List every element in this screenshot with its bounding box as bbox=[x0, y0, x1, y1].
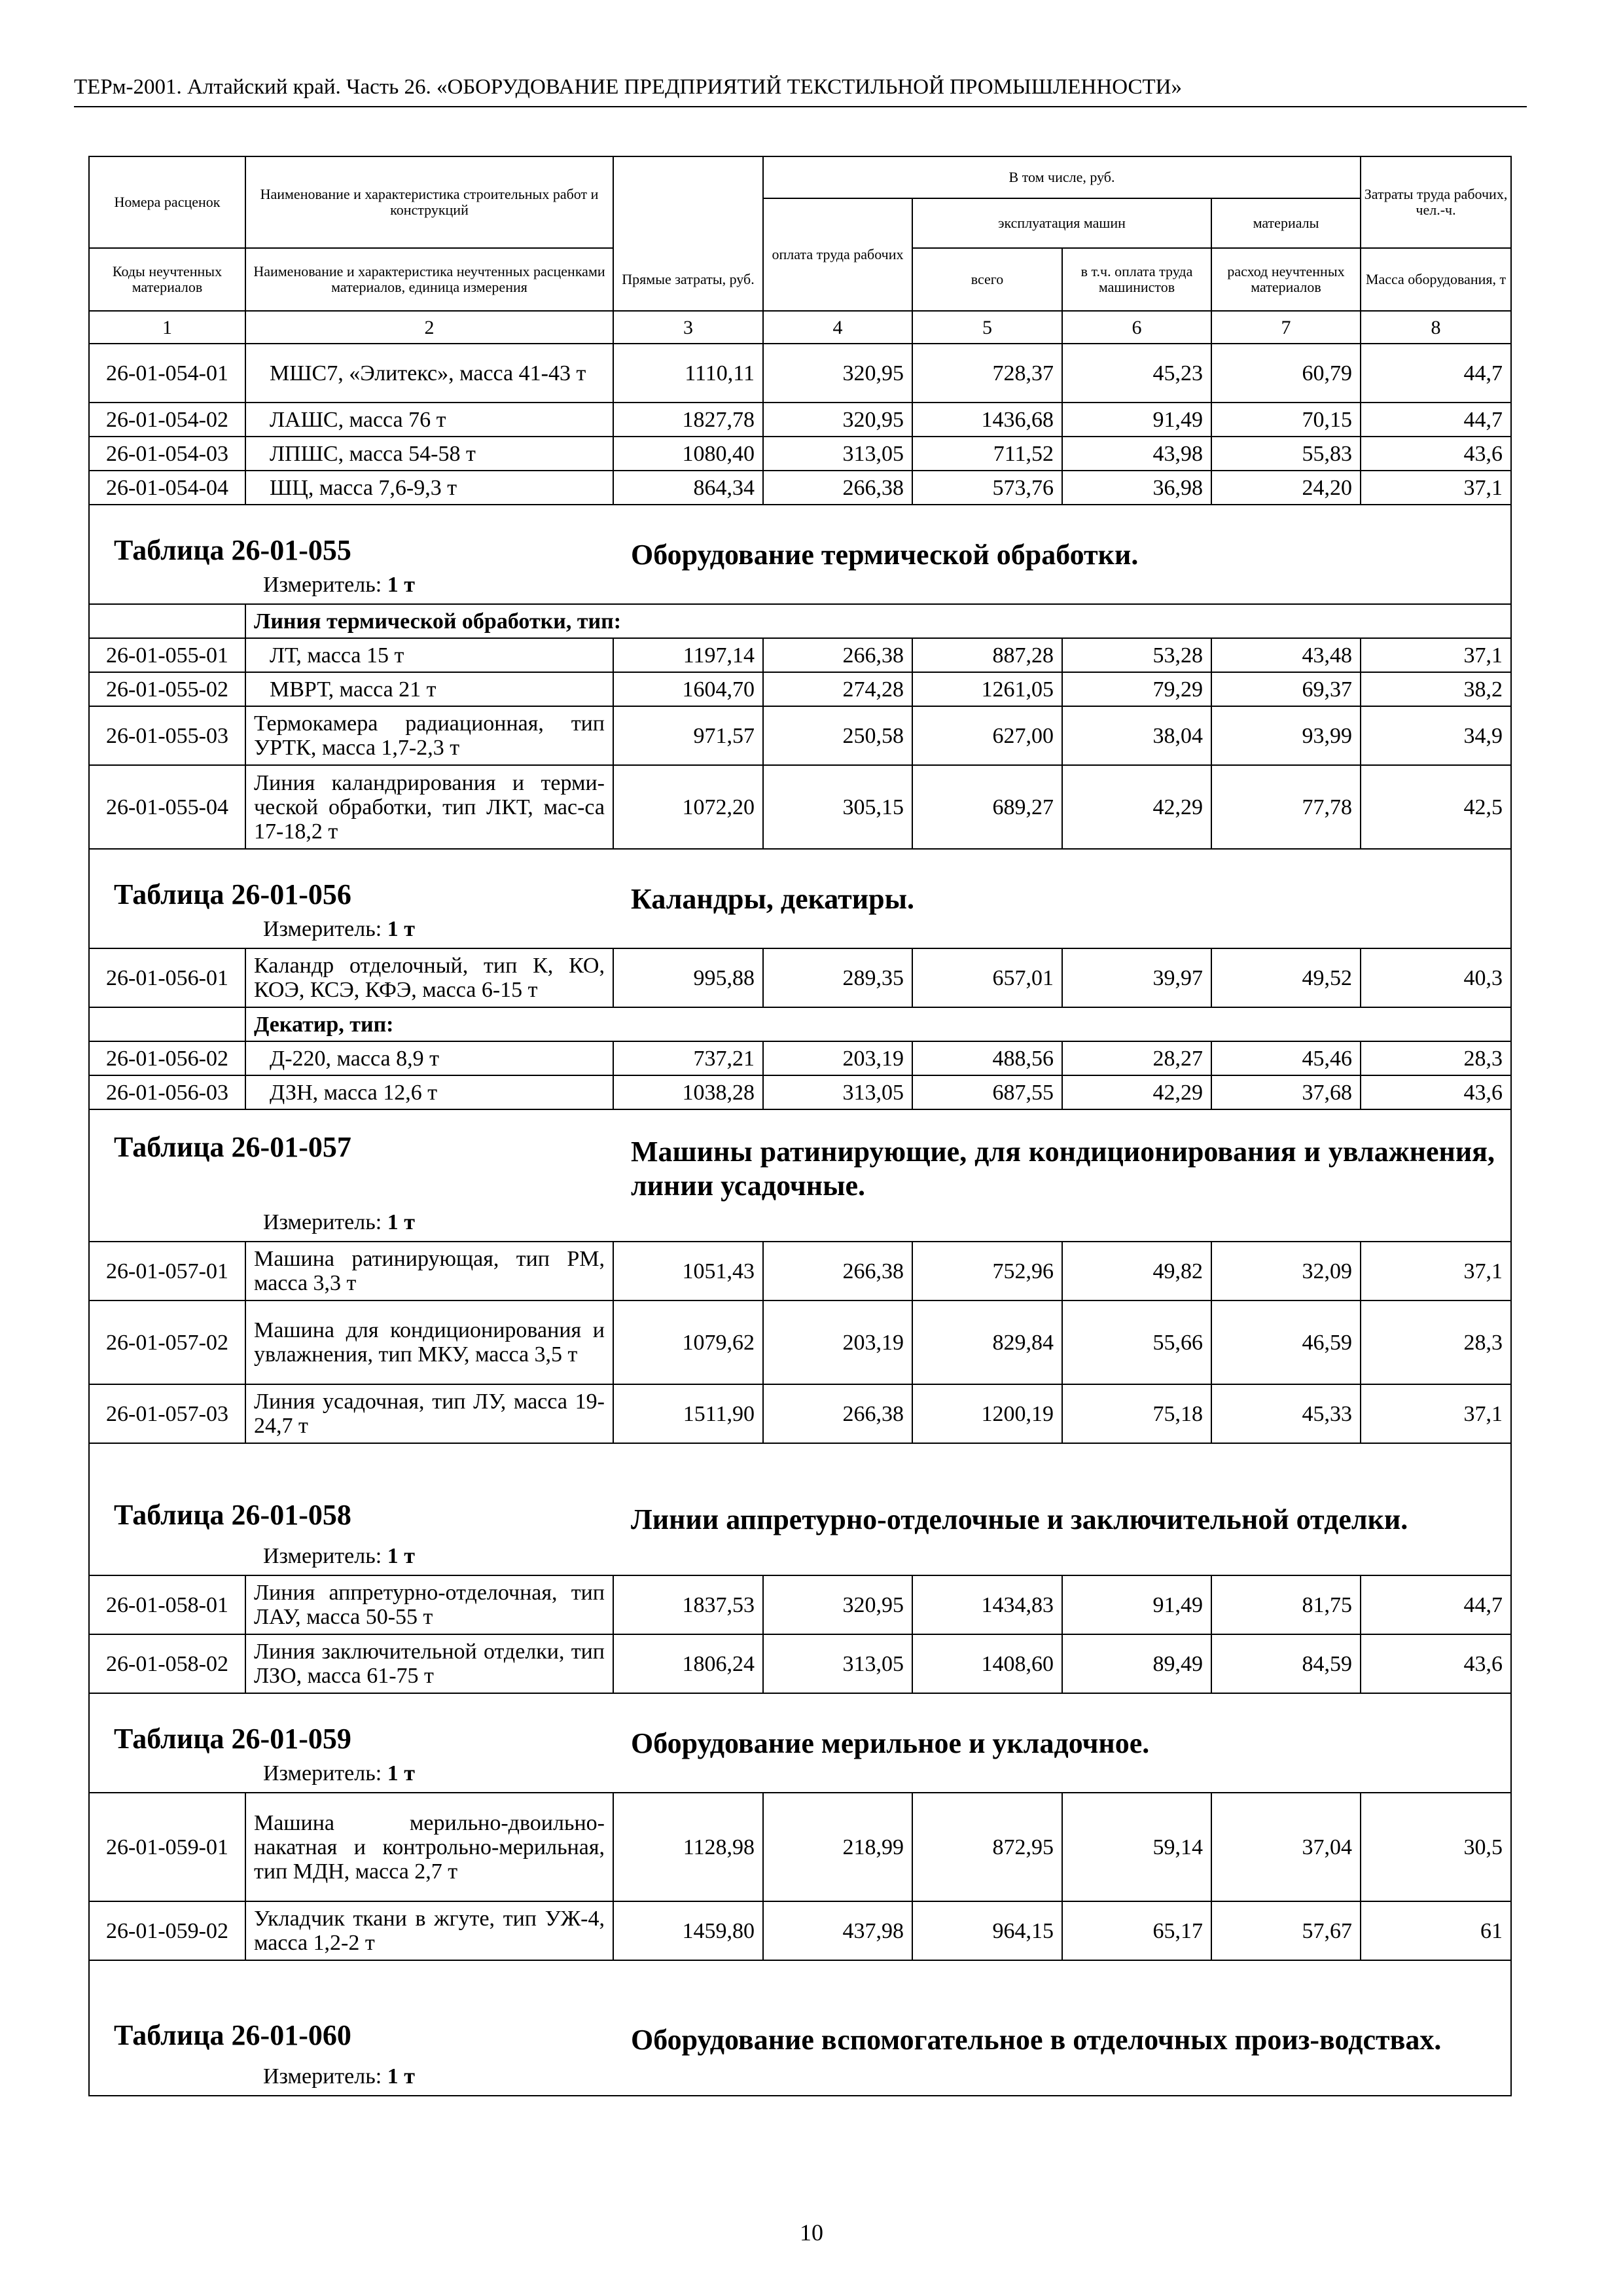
measure-label: Измеритель: bbox=[263, 1761, 382, 1785]
measure-line bbox=[98, 916, 1503, 948]
table-id: Таблица 26-01-058 bbox=[114, 1499, 351, 1531]
row-name: МВРТ, масса 21 т bbox=[245, 672, 613, 706]
row-value: 320,95 bbox=[763, 403, 912, 437]
col-zatr-rab: Затраты труда рабочих, чел.-ч. bbox=[1361, 156, 1511, 248]
table-block bbox=[89, 1960, 1511, 2096]
table-row bbox=[89, 1242, 1511, 1300]
row-name: Машина для кондиционирования и увлажнения, тип МКУ, масса 3,5 т bbox=[245, 1300, 613, 1384]
row-name: Линия каландрирования и терми-ческой обработки, тип ЛКТ, мас-са 17-18,2 т bbox=[245, 765, 613, 849]
row-value: 711,52 bbox=[912, 437, 1062, 471]
row-name: Линия заключительной отделки, тип ЛЗО, масса 61-75 т bbox=[245, 1634, 613, 1693]
row-code: 26-01-057-01 bbox=[89, 1242, 245, 1300]
measure-value: 1 т bbox=[387, 1761, 415, 1785]
row-value: 437,98 bbox=[763, 1901, 912, 1960]
row-name: Д-220, масса 8,9 т bbox=[245, 1041, 613, 1075]
row-name: Линия усадочная, тип ЛУ, масса 19-24,7 т bbox=[245, 1384, 613, 1443]
table-row bbox=[89, 765, 1511, 849]
row-value: 1436,68 bbox=[912, 403, 1062, 437]
col-vsego: всего bbox=[912, 248, 1062, 311]
col-massa: Масса оборудования, т bbox=[1361, 248, 1511, 311]
row-value: 289,35 bbox=[763, 948, 912, 1007]
row-name: ДЗН, масса 12,6 т bbox=[245, 1075, 613, 1109]
measure-value: 1 т bbox=[387, 2064, 415, 2089]
row-name: МШС7, «Элитекс», масса 41-43 т bbox=[245, 344, 613, 403]
column-numbers-row bbox=[89, 311, 1511, 344]
row-value: 46,59 bbox=[1211, 1300, 1361, 1384]
row-value: 266,38 bbox=[763, 638, 912, 672]
row-value: 55,66 bbox=[1062, 1300, 1211, 1384]
row-code: 26-01-057-03 bbox=[89, 1384, 245, 1443]
subgroup-row bbox=[89, 604, 1511, 638]
col-num: 6 bbox=[1062, 311, 1211, 344]
price-table bbox=[88, 156, 1512, 2096]
row-value: 203,19 bbox=[763, 1041, 912, 1075]
row-value: 313,05 bbox=[763, 1634, 912, 1693]
header-rule bbox=[74, 106, 1527, 107]
row-value: 28,3 bbox=[1361, 1300, 1511, 1384]
table-title: Оборудование термической обработки. bbox=[631, 539, 1139, 571]
row-value: 266,38 bbox=[763, 1384, 912, 1443]
row-value: 43,6 bbox=[1361, 437, 1511, 471]
measure-line bbox=[98, 1203, 1503, 1241]
row-value: 37,1 bbox=[1361, 1384, 1511, 1443]
row-value: 91,49 bbox=[1062, 1575, 1211, 1634]
row-name: Машина ратинирующая, тип РМ, масса 3,3 т bbox=[245, 1242, 613, 1300]
row-value: 737,21 bbox=[613, 1041, 763, 1075]
row-value: 36,98 bbox=[1062, 471, 1211, 505]
measure-value: 1 т bbox=[387, 917, 415, 941]
table-block bbox=[89, 849, 1511, 948]
row-value: 320,95 bbox=[763, 1575, 912, 1634]
row-code: 26-01-056-02 bbox=[89, 1041, 245, 1075]
table-block bbox=[89, 1109, 1511, 1242]
row-value: 59,14 bbox=[1062, 1793, 1211, 1901]
row-name: Линия аппретурно-отделочная, тип ЛАУ, масса 50-55 т bbox=[245, 1575, 613, 1634]
col-pryamye: Прямые затраты, руб. bbox=[613, 248, 763, 311]
col-pryamye-top bbox=[613, 156, 763, 248]
row-value: 689,27 bbox=[912, 765, 1062, 849]
row-code: 26-01-058-01 bbox=[89, 1575, 245, 1634]
row-value: 57,67 bbox=[1211, 1901, 1361, 1960]
row-code: 26-01-056-01 bbox=[89, 948, 245, 1007]
row-value: 1434,83 bbox=[912, 1575, 1062, 1634]
row-value: 61 bbox=[1361, 1901, 1511, 1960]
measure-line bbox=[98, 1761, 1503, 1792]
row-value: 75,18 bbox=[1062, 1384, 1211, 1443]
row-value: 70,15 bbox=[1211, 403, 1361, 437]
table-block bbox=[89, 1693, 1511, 1793]
col-kody: Коды неучтенных материалов bbox=[89, 248, 245, 311]
col-num: 5 bbox=[912, 311, 1062, 344]
row-value: 320,95 bbox=[763, 344, 912, 403]
row-value: 971,57 bbox=[613, 706, 763, 765]
table-row bbox=[89, 1384, 1511, 1443]
row-value: 1080,40 bbox=[613, 437, 763, 471]
table-header-059 bbox=[89, 1693, 1511, 1793]
row-value: 38,2 bbox=[1361, 672, 1511, 706]
row-value: 45,23 bbox=[1062, 344, 1211, 403]
table-row bbox=[89, 638, 1511, 672]
table-title: Оборудование вспомогательное в отделочных произ-водствах. bbox=[631, 2024, 1442, 2056]
col-vtch: в т.ч. оплата труда машинистов bbox=[1062, 248, 1211, 311]
measure-label: Измеритель: bbox=[263, 917, 382, 941]
row-value: 42,29 bbox=[1062, 1075, 1211, 1109]
table-row bbox=[89, 1901, 1511, 1960]
row-value: 44,7 bbox=[1361, 1575, 1511, 1634]
row-value: 1128,98 bbox=[613, 1793, 763, 1901]
row-value: 1459,80 bbox=[613, 1901, 763, 1960]
row-code: 26-01-057-02 bbox=[89, 1300, 245, 1384]
table-header-055 bbox=[89, 505, 1511, 604]
col-num: 1 bbox=[89, 311, 245, 344]
row-value: 84,59 bbox=[1211, 1634, 1361, 1693]
row-code: 26-01-055-01 bbox=[89, 638, 245, 672]
table-id: Таблица 26-01-055 bbox=[114, 534, 351, 566]
row-value: 274,28 bbox=[763, 672, 912, 706]
row-value: 1806,24 bbox=[613, 1634, 763, 1693]
col-naim: Наименование и характеристика строительных работ и конструкций bbox=[245, 156, 613, 248]
table-row bbox=[89, 948, 1511, 1007]
measure-value: 1 т bbox=[387, 1544, 415, 1568]
table-row bbox=[89, 1075, 1511, 1109]
row-value: 1837,53 bbox=[613, 1575, 763, 1634]
table-id: Таблица 26-01-060 bbox=[114, 2019, 351, 2051]
row-value: 42,29 bbox=[1062, 765, 1211, 849]
table-block bbox=[89, 505, 1511, 604]
table-row bbox=[89, 437, 1511, 471]
row-value: 1261,05 bbox=[912, 672, 1062, 706]
row-value: 37,1 bbox=[1361, 1242, 1511, 1300]
row-name: ЛАШС, масса 76 т bbox=[245, 403, 613, 437]
col-nomera: Номера расценок bbox=[89, 156, 245, 248]
table-title: Машины ратинирующие, для кондиционирования и увлажнения, линии усадочные. bbox=[631, 1136, 1495, 1202]
subgroup-row bbox=[89, 1007, 1511, 1041]
row-value: 1079,62 bbox=[613, 1300, 763, 1384]
table-row bbox=[89, 1793, 1511, 1901]
table-row bbox=[89, 344, 1511, 403]
row-code: 26-01-059-02 bbox=[89, 1901, 245, 1960]
row-value: 1110,11 bbox=[613, 344, 763, 403]
row-value: 45,46 bbox=[1211, 1041, 1361, 1075]
row-value: 37,68 bbox=[1211, 1075, 1361, 1109]
col-naim2: Наименование и характеристика неучтенных расценками материалов, единица измерения bbox=[245, 248, 613, 311]
table-row bbox=[89, 471, 1511, 505]
row-value: 77,78 bbox=[1211, 765, 1361, 849]
row-value: 93,99 bbox=[1211, 706, 1361, 765]
running-header: ТЕРм-2001. Алтайский край. Часть 26. «ОБОРУДОВАНИЕ ПРЕДПРИЯТИЙ ТЕКСТИЛЬНОЙ ПРОМЫШЛЕННОСТИ» bbox=[74, 75, 1182, 99]
row-value: 34,9 bbox=[1361, 706, 1511, 765]
row-value: 49,52 bbox=[1211, 948, 1361, 1007]
row-value: 1511,90 bbox=[613, 1384, 763, 1443]
row-value: 250,58 bbox=[763, 706, 912, 765]
row-value: 864,34 bbox=[613, 471, 763, 505]
row-value: 305,15 bbox=[763, 765, 912, 849]
row-value: 573,76 bbox=[912, 471, 1062, 505]
table-row bbox=[89, 403, 1511, 437]
row-value: 1200,19 bbox=[912, 1384, 1062, 1443]
table-title: Оборудование мерильное и укладочное. bbox=[631, 1727, 1150, 1759]
row-name: ЛПШС, масса 54-58 т bbox=[245, 437, 613, 471]
table-row bbox=[89, 672, 1511, 706]
measure-label: Измеритель: bbox=[263, 1544, 382, 1568]
row-value: 28,27 bbox=[1062, 1041, 1211, 1075]
measure-line bbox=[98, 1537, 1503, 1575]
row-value: 1827,78 bbox=[613, 403, 763, 437]
row-code: 26-01-056-03 bbox=[89, 1075, 245, 1109]
row-value: 43,98 bbox=[1062, 437, 1211, 471]
row-value: 38,04 bbox=[1062, 706, 1211, 765]
row-code: 26-01-059-01 bbox=[89, 1793, 245, 1901]
row-value: 43,48 bbox=[1211, 638, 1361, 672]
col-vtom: В том числе, руб. bbox=[763, 156, 1361, 198]
row-value: 964,15 bbox=[912, 1901, 1062, 1960]
table-block bbox=[89, 1443, 1511, 1575]
row-value: 1408,60 bbox=[912, 1634, 1062, 1693]
row-code: 26-01-055-02 bbox=[89, 672, 245, 706]
row-value: 37,04 bbox=[1211, 1793, 1361, 1901]
empty-cell bbox=[89, 604, 245, 638]
row-code: 26-01-055-03 bbox=[89, 706, 245, 765]
table-title: Линии аппретурно-отделочные и заключительной отделки. bbox=[631, 1503, 1408, 1535]
header-row-1 bbox=[89, 156, 1511, 198]
subgroup-title: Декатир, тип: bbox=[245, 1007, 1511, 1041]
row-value: 687,55 bbox=[912, 1075, 1062, 1109]
row-value: 44,7 bbox=[1361, 403, 1511, 437]
table-row bbox=[89, 1575, 1511, 1634]
row-code: 26-01-055-04 bbox=[89, 765, 245, 849]
col-num: 7 bbox=[1211, 311, 1361, 344]
row-value: 28,3 bbox=[1361, 1041, 1511, 1075]
row-value: 872,95 bbox=[912, 1793, 1062, 1901]
row-value: 728,37 bbox=[912, 344, 1062, 403]
row-value: 37,1 bbox=[1361, 471, 1511, 505]
measure-value: 1 т bbox=[387, 1210, 415, 1234]
col-num: 3 bbox=[613, 311, 763, 344]
table-header-058 bbox=[89, 1443, 1511, 1575]
row-value: 1197,14 bbox=[613, 638, 763, 672]
row-code: 26-01-054-02 bbox=[89, 403, 245, 437]
table-row bbox=[89, 1634, 1511, 1693]
row-value: 313,05 bbox=[763, 1075, 912, 1109]
row-value: 55,83 bbox=[1211, 437, 1361, 471]
row-value: 218,99 bbox=[763, 1793, 912, 1901]
col-oplata: оплата труда рабочих bbox=[763, 198, 912, 311]
row-value: 1604,70 bbox=[613, 672, 763, 706]
table-id: Таблица 26-01-059 bbox=[114, 1723, 351, 1755]
row-value: 91,49 bbox=[1062, 403, 1211, 437]
row-value: 42,5 bbox=[1361, 765, 1511, 849]
row-value: 488,56 bbox=[912, 1041, 1062, 1075]
table-header-057 bbox=[89, 1109, 1511, 1242]
row-value: 1038,28 bbox=[613, 1075, 763, 1109]
page-number: 10 bbox=[800, 2219, 823, 2246]
row-value: 1072,20 bbox=[613, 765, 763, 849]
row-value: 49,82 bbox=[1062, 1242, 1211, 1300]
row-value: 24,20 bbox=[1211, 471, 1361, 505]
subgroup-title: Линия термической обработки, тип: bbox=[245, 604, 1511, 638]
row-value: 89,49 bbox=[1062, 1634, 1211, 1693]
row-value: 627,00 bbox=[912, 706, 1062, 765]
row-value: 40,3 bbox=[1361, 948, 1511, 1007]
row-value: 43,6 bbox=[1361, 1634, 1511, 1693]
row-name: ШЦ, масса 7,6-9,3 т bbox=[245, 471, 613, 505]
measure-line bbox=[98, 2057, 1503, 2095]
measure-label: Измеритель: bbox=[263, 1210, 382, 1234]
row-value: 32,09 bbox=[1211, 1242, 1361, 1300]
row-value: 79,29 bbox=[1062, 672, 1211, 706]
row-value: 53,28 bbox=[1062, 638, 1211, 672]
col-rashod: расход неучтенных материалов bbox=[1211, 248, 1361, 311]
row-name: Машина мерильно-двоильно-накатная и контрольно-мерильная, тип МДН, масса 2,7 т bbox=[245, 1793, 613, 1901]
row-value: 313,05 bbox=[763, 437, 912, 471]
row-name: Термокамера радиационная, тип УРТК, масса 1,7-2,3 т bbox=[245, 706, 613, 765]
measure-label: Измеритель: bbox=[263, 2064, 382, 2089]
table-id: Таблица 26-01-057 bbox=[114, 1131, 351, 1163]
table-row bbox=[89, 1300, 1511, 1384]
row-code: 26-01-058-02 bbox=[89, 1634, 245, 1693]
row-value: 69,37 bbox=[1211, 672, 1361, 706]
measure-label: Измеритель: bbox=[263, 573, 382, 597]
row-value: 829,84 bbox=[912, 1300, 1062, 1384]
row-value: 43,6 bbox=[1361, 1075, 1511, 1109]
row-value: 60,79 bbox=[1211, 344, 1361, 403]
row-value: 30,5 bbox=[1361, 1793, 1511, 1901]
row-value: 657,01 bbox=[912, 948, 1062, 1007]
row-value: 266,38 bbox=[763, 471, 912, 505]
table-header-060 bbox=[89, 1960, 1511, 2096]
table-title: Каландры, декатиры. bbox=[631, 883, 914, 915]
row-code: 26-01-054-01 bbox=[89, 344, 245, 403]
col-num: 2 bbox=[245, 311, 613, 344]
row-value: 81,75 bbox=[1211, 1575, 1361, 1634]
row-value: 887,28 bbox=[912, 638, 1062, 672]
col-num: 4 bbox=[763, 311, 912, 344]
row-value: 266,38 bbox=[763, 1242, 912, 1300]
table-row bbox=[89, 1041, 1511, 1075]
row-value: 65,17 bbox=[1062, 1901, 1211, 1960]
col-mat: материалы bbox=[1211, 198, 1361, 248]
row-name: Укладчик ткани в жгуте, тип УЖ-4, масса 1,2-2 т bbox=[245, 1901, 613, 1960]
row-code: 26-01-054-04 bbox=[89, 471, 245, 505]
row-value: 44,7 bbox=[1361, 344, 1511, 403]
row-name: ЛТ, масса 15 т bbox=[245, 638, 613, 672]
row-value: 37,1 bbox=[1361, 638, 1511, 672]
row-value: 203,19 bbox=[763, 1300, 912, 1384]
col-eksp: эксплуатация машин bbox=[912, 198, 1211, 248]
table-id: Таблица 26-01-056 bbox=[114, 878, 351, 910]
measure-value: 1 т bbox=[387, 573, 415, 597]
row-value: 995,88 bbox=[613, 948, 763, 1007]
measure-line bbox=[98, 572, 1503, 603]
row-name: Каландр отделочный, тип К, КО, КОЭ, КСЭ, КФЭ, масса 6-15 т bbox=[245, 948, 613, 1007]
row-value: 752,96 bbox=[912, 1242, 1062, 1300]
table-header-056 bbox=[89, 849, 1511, 948]
table-row bbox=[89, 706, 1511, 765]
col-num: 8 bbox=[1361, 311, 1511, 344]
row-value: 45,33 bbox=[1211, 1384, 1361, 1443]
row-value: 39,97 bbox=[1062, 948, 1211, 1007]
row-code: 26-01-054-03 bbox=[89, 437, 245, 471]
empty-cell bbox=[89, 1007, 245, 1041]
row-value: 1051,43 bbox=[613, 1242, 763, 1300]
